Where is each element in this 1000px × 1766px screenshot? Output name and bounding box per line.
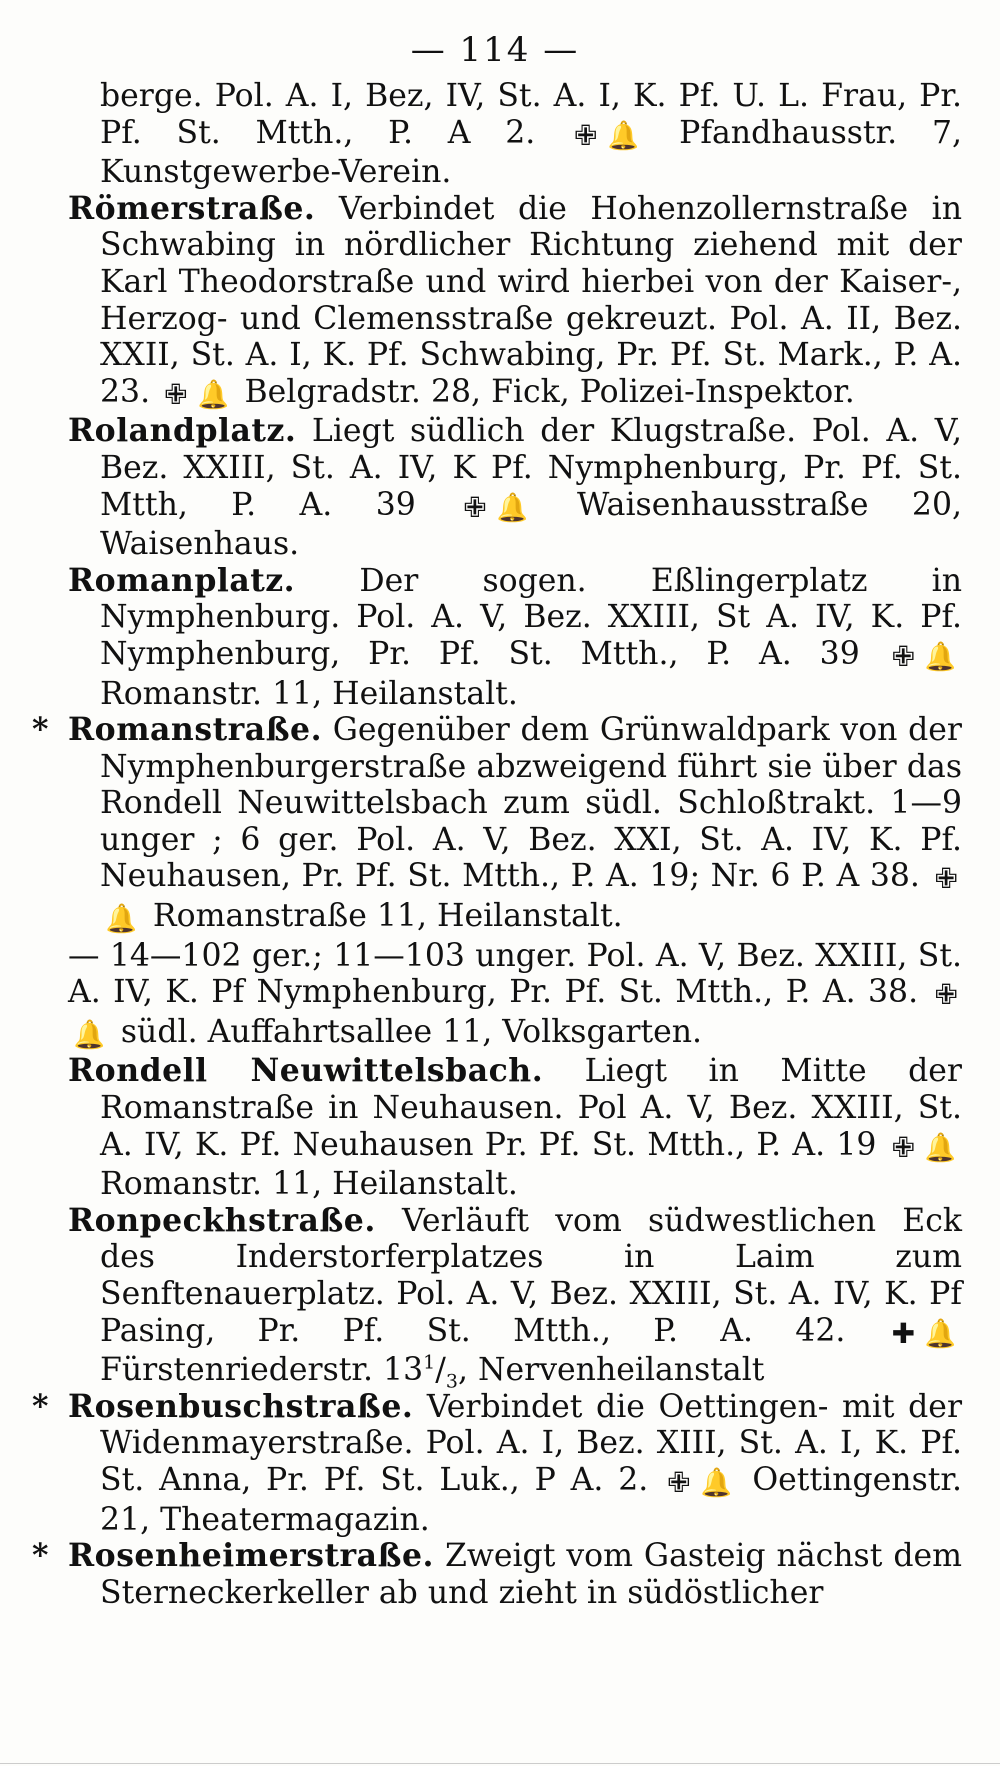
entry-text: Gegenüber dem Grünwaldpark von der Nymphenburgerstraße abzweigend führt sie über das Rondell Neuwittelsbach zum südl. Schloßtrakt. 1—9 unger ; 6 ger. Pol. A. V, Bez. XXI, St. A. IV, K. Pf. Neuhausen, Pr. Pf. St. Mtth., P. A. 19; Nr. 6 P. A 38. (100, 712, 962, 895)
cross-outline-icon: ✙ (891, 1130, 916, 1164)
bell-icon: 🔔 (496, 490, 528, 524)
entry-text-tail: Romanstr. 11, Heilanstalt. (100, 675, 518, 712)
cross-outline-icon: ✙ (574, 118, 598, 152)
entry-heading: Rosenbuschstraße. (68, 1387, 414, 1425)
entry-heading: Romanstraße. (68, 711, 323, 749)
bell-icon: 🔔 (105, 902, 138, 936)
entry-rosenbuschstrasse: * Rosenbuschstraße. Verbindet die Oettingen- mit der Widenmayerstraße. Pol. A. I, Bez. XIII, St. A. I, K. Pf. St. Anna, Pr. Pf. St. Luk., P A. 2. ✙ 🔔 Oettingenstr. 21, Theatermagazin. (32, 1387, 963, 1538)
entry-rolandplatz (68, 413, 962, 562)
cross-outline-icon: ✙ (164, 377, 188, 411)
entry-romanstrasse-part2 (68, 938, 962, 1054)
cross-solid-icon: ✚ (891, 1316, 916, 1350)
cross-outline-icon: ✙ (934, 978, 958, 1012)
entry-text: — 14—102 ger.; 11—103 unger. Pol. A. V, Bez. XXIII, St. A. IV, K. Pf Nymphenburg, Pr. Pf. St. Mtth., P. A. 38. (68, 937, 962, 1011)
entry-text-tail: südl. Auffahrtsallee 11, Volksgarten. (120, 1013, 703, 1050)
bell-icon: 🔔 (924, 1316, 957, 1350)
entry-heading: Rosenheimerstraße. (68, 1537, 434, 1575)
entry-heading: Rondell Neuwittelsbach. (68, 1052, 544, 1090)
entry-text-tail: Belgradstr. 28, Fick, Polizei-Inspektor. (244, 373, 855, 410)
entry-text: Zweigt vom Gasteig nächst dem Sterneckerkeller ab und zieht in südöstlicher (100, 1538, 963, 1611)
bell-icon: 🔔 (197, 377, 229, 411)
entry-list (32, 78, 963, 1611)
entry-text: Der sogen. Eßlingerplatz in Nymphenburg. Pol. A. V, Bez. XXIII, St A. IV, K. Pf. Nymphenburg, Pr. Pf. St. Mtth., P. A. 39 (100, 562, 963, 672)
entry-heading: Rolandplatz. (68, 412, 297, 450)
entry-romanplatz (68, 563, 962, 712)
cross-outline-icon: ✙ (934, 862, 958, 896)
entry-heading: Römerstraße. (68, 189, 316, 227)
entry-text-tail: Fürstenriederstr. 13 (100, 1352, 424, 1389)
entry-text-tail: Pfandhausstr. 7, Kunstgewerbe-Verein. (100, 114, 963, 191)
entry-text-end: , Nervenheilanstalt (457, 1352, 765, 1389)
entry-text: Verläuft vom südwestlichen Eck des Inderstorferplatzes in Laim zum Senftenauerplatz. Pol. A. V, Bez. XXIII, St. A. IV, K. Pf Pasing, Pr. Pf. St. Mtth., P. A. 42. (100, 1202, 962, 1349)
cross-outline-icon: ✙ (463, 490, 487, 524)
entry-roemerstrasse (68, 191, 962, 414)
entry-text-tail: Waisenhausstraße 20, Waisenhaus. (100, 486, 963, 563)
entry-continuation (68, 78, 962, 191)
entry-text-tail: Oettingenstr. 21, Theatermagazin. (100, 1461, 963, 1538)
bell-icon: 🔔 (924, 639, 957, 673)
entry-heading: Romanplatz. (68, 561, 296, 599)
bell-icon: 🔔 (700, 1465, 732, 1499)
bottom-edge (0, 1763, 1000, 1764)
page-number: — 114 — (410, 30, 580, 70)
cross-outline-icon: ✙ (891, 639, 916, 673)
entry-text: Verbindet die Oettingen- mit der Widenmayerstraße. Pol. A. I, Bez. XIII, St. A. I, K. Pf. St. Anna, Pr. Pf. St. Luk., P A. 2. (100, 1388, 962, 1498)
entry-rosenheimerstrasse: * Rosenheimerstraße. Zweigt vom Gasteig nächst dem Sterneckerkeller ab und zieht in südöstlicher (32, 1537, 963, 1611)
entry-text: berge. Pol. A. I, Bez, IV, St. A. I, K. Pf. U. L. Frau, Pr. Pf. St. Mtth., P. A 2. (100, 78, 962, 151)
entry-text-tail: Romanstr. 11, Heilanstalt. (100, 1166, 518, 1203)
entry-text: Liegt in Mitte der Romanstraße in Neuhausen. Pol A. V, Bez. XXIII, St. A. IV, K. Pf. Neuhausen Pr. Pf. St. Mtth., P. A. 19 (100, 1053, 962, 1163)
bell-icon: 🔔 (924, 1130, 957, 1164)
bell-icon: 🔔 (607, 118, 639, 152)
entry-text-tail: Romanstraße 11, Heilanstalt. (152, 898, 623, 935)
entry-rondell-neuwittelsbach (68, 1053, 962, 1202)
entry-heading: Ronpeckhstraße. (68, 1201, 376, 1239)
cross-outline-icon: ✙ (667, 1465, 691, 1499)
fraction: $^1/_3$ (423, 1351, 458, 1393)
entry-text: Liegt südlich der Klugstraße. Pol. A. V, Bez. XXIII, St. A. IV, K Pf. Nymphenburg, Pr. Pf. St. Mtth, P. A. 39 (100, 413, 962, 523)
bell-icon: 🔔 (73, 1017, 106, 1051)
entry-ronpeckhstrasse (68, 1201, 962, 1393)
entry-text: Verbindet die Hohenzollernstraße in Schwabing in nördlicher Richtung ziehend mit der Karl Theodorstraße und wird hierbei von der Kaiser-, Herzog- und Clemensstraße gekreuzt. Pol. A. II, Bez. XXII, St. A. I, K. Pf. Schwabing, Pr. Pf. St. Mark., P. A. 23. (100, 190, 962, 410)
entry-romanstrasse: * Romanstraße. Gegenüber dem Grünwaldpark von der Nymphenburgerstraße abzweigend führt sie über das Rondell Neuwittelsbach zum südl. Schloßtrakt. 1—9 unger ; 6 ger. Pol. A. V, Bez. XXI, St. A. IV, K. Pf. Neuhausen, Pr. Pf. St. Mtth., P. A. 19; Nr. 6 P. A 38. ✙🔔 Romanstraße 11, Heilanstalt. (68, 712, 962, 938)
